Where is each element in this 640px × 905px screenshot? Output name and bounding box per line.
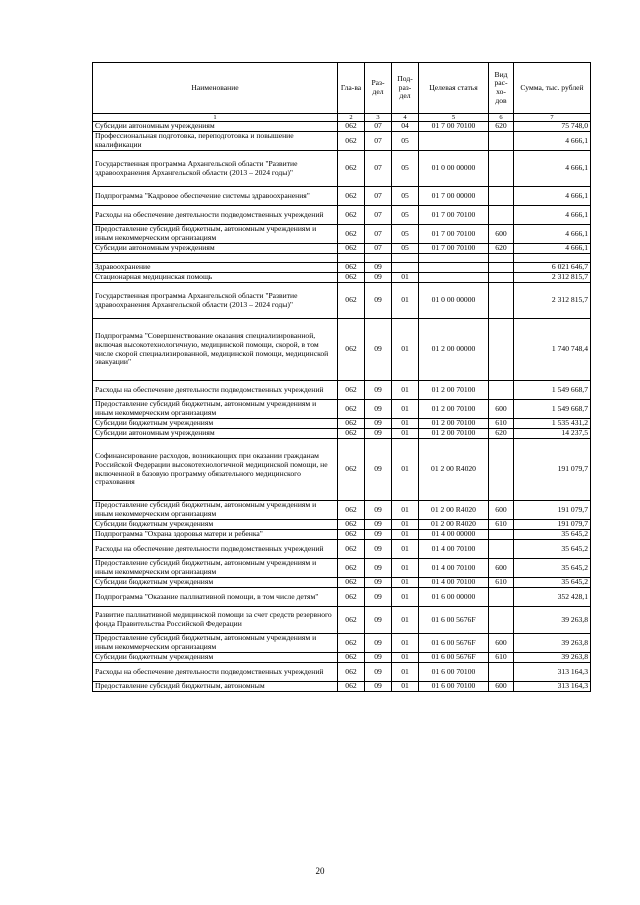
row-name: Расходы на обеспечение деятельности подведомственных учреждений xyxy=(93,381,338,400)
row-expense-type: 620 xyxy=(489,122,514,132)
row-name: Предоставление субсидий бюджетным, автономным учреждениям и иным некоммерческим организациям xyxy=(93,501,338,520)
row-subsection: 05 xyxy=(392,187,419,206)
row-name: Подпрограмма "Оказание паллиативной помощи, в том числе детям" xyxy=(93,588,338,607)
empty-cell xyxy=(514,254,591,263)
table-row xyxy=(93,439,591,501)
row-name: Софинансирование расходов, возникающих при оказании гражданам Российской Федерации высокотехнологичной медицинской помощи, не включенной в базовую программу обязательного медицинского страхования xyxy=(93,439,338,501)
row-target-article: 01 4 00 70100 xyxy=(419,578,489,588)
row-target-article: 01 0 00 00000 xyxy=(419,283,489,319)
table-row xyxy=(93,530,591,540)
row-target-article xyxy=(419,132,489,151)
table-row xyxy=(93,244,591,254)
table-row xyxy=(93,540,591,559)
row-subsection: 01 xyxy=(392,653,419,663)
row-amount: 2 312 815,7 xyxy=(514,283,591,319)
row-target-article: 01 7 00 00000 xyxy=(419,187,489,206)
row-target-article: 01 4 00 70100 xyxy=(419,559,489,578)
table-row xyxy=(93,225,591,244)
row-section: 07 xyxy=(365,151,392,187)
row-section: 09 xyxy=(365,400,392,419)
row-amount: 4 666,1 xyxy=(514,151,591,187)
row-chapter: 062 xyxy=(338,400,365,419)
row-subsection: 01 xyxy=(392,429,419,439)
row-section: 07 xyxy=(365,225,392,244)
row-expense-type: 610 xyxy=(489,520,514,530)
row-chapter: 062 xyxy=(338,540,365,559)
row-target-article: 01 7 00 70100 xyxy=(419,225,489,244)
row-expense-type xyxy=(489,151,514,187)
row-target-article: 01 7 00 70100 xyxy=(419,244,489,254)
empty-cell xyxy=(419,254,489,263)
row-chapter: 062 xyxy=(338,439,365,501)
row-chapter: 062 xyxy=(338,530,365,540)
empty-cell xyxy=(93,254,338,263)
header-subsection: Под-раз-дел xyxy=(392,63,419,114)
row-section: 07 xyxy=(365,187,392,206)
row-section: 09 xyxy=(365,653,392,663)
row-section: 09 xyxy=(365,588,392,607)
row-amount: 4 666,1 xyxy=(514,132,591,151)
row-amount: 4 666,1 xyxy=(514,206,591,225)
row-chapter: 062 xyxy=(338,419,365,429)
row-expense-type xyxy=(489,273,514,283)
row-target-article: 01 6 00 70100 xyxy=(419,682,489,692)
column-number: 1 xyxy=(93,114,338,122)
table-row xyxy=(93,559,591,578)
row-subsection: 05 xyxy=(392,206,419,225)
row-expense-type: 600 xyxy=(489,634,514,653)
row-subsection: 01 xyxy=(392,530,419,540)
row-target-article: 01 6 00 00000 xyxy=(419,588,489,607)
row-name: Субсидии бюджетным учреждениям xyxy=(93,520,338,530)
row-subsection: 05 xyxy=(392,132,419,151)
row-chapter: 062 xyxy=(338,634,365,653)
table-row xyxy=(93,122,591,132)
row-expense-type xyxy=(489,530,514,540)
row-subsection: 01 xyxy=(392,663,419,682)
row-section: 07 xyxy=(365,206,392,225)
empty-cell xyxy=(365,254,392,263)
row-subsection: 01 xyxy=(392,682,419,692)
row-name: Субсидии бюджетным учреждениям xyxy=(93,653,338,663)
row-subsection: 01 xyxy=(392,439,419,501)
table-body xyxy=(93,122,591,692)
row-subsection: 05 xyxy=(392,244,419,254)
column-number: 3 xyxy=(365,114,392,122)
row-expense-type: 600 xyxy=(489,501,514,520)
row-name: Предоставление субсидий бюджетным, автономным учреждениям и иным некоммерческим организациям xyxy=(93,559,338,578)
row-chapter: 062 xyxy=(338,381,365,400)
row-chapter: 062 xyxy=(338,122,365,132)
row-target-article: 01 2 00 70100 xyxy=(419,400,489,419)
row-expense-type xyxy=(489,283,514,319)
row-section: 09 xyxy=(365,559,392,578)
row-section: 07 xyxy=(365,244,392,254)
row-section: 09 xyxy=(365,540,392,559)
row-amount: 35 645,2 xyxy=(514,578,591,588)
row-section: 09 xyxy=(365,429,392,439)
row-expense-type: 600 xyxy=(489,225,514,244)
row-name: Предоставление субсидий бюджетным, автономным учреждениям и иным некоммерческим организациям xyxy=(93,400,338,419)
row-subsection: 01 xyxy=(392,634,419,653)
row-amount: 2 312 815,7 xyxy=(514,273,591,283)
row-subsection: 05 xyxy=(392,225,419,244)
row-target-article: 01 6 00 5676F xyxy=(419,607,489,634)
table-row xyxy=(93,381,591,400)
row-name: Подпрограмма "Совершенствование оказания специализированной, включая высокотехнологичную, медицинской помощи, скорой, в том числе скорой специализированной, медицинской помощи, медицинской эвакуации" xyxy=(93,319,338,381)
row-name: Подпрограмма "Кадровое обеспечение системы здравоохранения" xyxy=(93,187,338,206)
row-section: 09 xyxy=(365,283,392,319)
table-row xyxy=(93,151,591,187)
row-chapter: 062 xyxy=(338,244,365,254)
header-target-article: Целевая статья xyxy=(419,63,489,114)
row-target-article xyxy=(419,263,489,273)
row-name: Предоставление субсидий бюджетным, автономным xyxy=(93,682,338,692)
row-section: 09 xyxy=(365,419,392,429)
row-amount: 4 666,1 xyxy=(514,187,591,206)
header-chapter: Гла-ва xyxy=(338,63,365,114)
row-chapter: 062 xyxy=(338,588,365,607)
row-target-article: 01 2 00 R4020 xyxy=(419,439,489,501)
row-section: 09 xyxy=(365,530,392,540)
row-section: 09 xyxy=(365,439,392,501)
row-name: Подпрограмма "Охрана здоровья матери и ребенка" xyxy=(93,530,338,540)
row-chapter: 062 xyxy=(338,273,365,283)
row-amount: 75 748,0 xyxy=(514,122,591,132)
row-chapter: 062 xyxy=(338,187,365,206)
column-number: 7 xyxy=(514,114,591,122)
row-name: Профессиональная подготовка, переподготовка и повышение квалификации xyxy=(93,132,338,151)
row-subsection: 01 xyxy=(392,501,419,520)
row-chapter: 062 xyxy=(338,429,365,439)
row-target-article: 01 4 00 00000 xyxy=(419,530,489,540)
row-target-article: 01 7 00 70100 xyxy=(419,206,489,225)
row-subsection: 01 xyxy=(392,419,419,429)
row-expense-type: 610 xyxy=(489,578,514,588)
table-row xyxy=(93,263,591,273)
row-amount: 1 549 668,7 xyxy=(514,400,591,419)
row-subsection: 01 xyxy=(392,283,419,319)
table-row xyxy=(93,400,591,419)
row-chapter: 062 xyxy=(338,653,365,663)
budget-table xyxy=(92,62,591,692)
row-section: 07 xyxy=(365,132,392,151)
row-target-article: 01 6 00 70100 xyxy=(419,663,489,682)
row-name: Субсидии автономным учреждениям xyxy=(93,122,338,132)
table-row xyxy=(93,187,591,206)
row-section: 09 xyxy=(365,607,392,634)
row-target-article: 01 6 00 5676F xyxy=(419,634,489,653)
row-section: 09 xyxy=(365,319,392,381)
row-chapter: 062 xyxy=(338,578,365,588)
row-subsection: 01 xyxy=(392,607,419,634)
row-name: Субсидии автономным учреждениям xyxy=(93,429,338,439)
row-expense-type xyxy=(489,540,514,559)
table-row xyxy=(93,588,591,607)
row-expense-type: 620 xyxy=(489,244,514,254)
row-target-article: 01 2 00 70100 xyxy=(419,429,489,439)
table-row xyxy=(93,319,591,381)
row-chapter: 062 xyxy=(338,682,365,692)
row-name: Здравоохранение xyxy=(93,263,338,273)
row-amount: 191 079,7 xyxy=(514,439,591,501)
column-number: 6 xyxy=(489,114,514,122)
row-chapter: 062 xyxy=(338,663,365,682)
row-subsection: 05 xyxy=(392,151,419,187)
row-subsection: 01 xyxy=(392,381,419,400)
row-name: Развитие паллиативной медицинской помощи за счет средств резервного фонда Правительства Российской Федерации xyxy=(93,607,338,634)
row-amount: 35 645,2 xyxy=(514,540,591,559)
row-chapter: 062 xyxy=(338,520,365,530)
row-section: 09 xyxy=(365,263,392,273)
row-name: Расходы на обеспечение деятельности подведомственных учреждений xyxy=(93,540,338,559)
table-row xyxy=(93,682,591,692)
row-amount: 14 237,5 xyxy=(514,429,591,439)
row-target-article: 01 0 00 00000 xyxy=(419,151,489,187)
row-expense-type xyxy=(489,663,514,682)
table-row xyxy=(93,634,591,653)
row-chapter: 062 xyxy=(338,319,365,381)
row-expense-type xyxy=(489,206,514,225)
row-target-article: 01 2 00 70100 xyxy=(419,419,489,429)
table-row xyxy=(93,607,591,634)
row-amount: 191 079,7 xyxy=(514,520,591,530)
row-amount: 1 740 748,4 xyxy=(514,319,591,381)
row-name: Предоставление субсидий бюджетным, автономным учреждениям и иным некоммерческим организациям xyxy=(93,225,338,244)
row-amount: 191 079,7 xyxy=(514,501,591,520)
row-chapter: 062 xyxy=(338,263,365,273)
page-number: 20 xyxy=(315,866,325,876)
row-name: Предоставление субсидий бюджетным, автономным учреждениям и иным некоммерческим организациям xyxy=(93,634,338,653)
row-amount: 39 263,8 xyxy=(514,634,591,653)
row-subsection: 01 xyxy=(392,520,419,530)
row-section: 09 xyxy=(365,501,392,520)
row-chapter: 062 xyxy=(338,283,365,319)
row-expense-type: 600 xyxy=(489,682,514,692)
row-subsection: 01 xyxy=(392,559,419,578)
row-subsection: 01 xyxy=(392,540,419,559)
row-amount: 1 535 431,2 xyxy=(514,419,591,429)
row-chapter: 062 xyxy=(338,559,365,578)
row-amount: 313 164,3 xyxy=(514,682,591,692)
budget-table-container xyxy=(92,62,590,692)
row-subsection: 01 xyxy=(392,273,419,283)
table-row xyxy=(93,429,591,439)
table-row xyxy=(93,520,591,530)
table-row xyxy=(93,132,591,151)
row-expense-type xyxy=(489,588,514,607)
row-chapter: 062 xyxy=(338,225,365,244)
row-amount: 1 549 668,7 xyxy=(514,381,591,400)
row-section: 09 xyxy=(365,663,392,682)
row-name: Государственная программа Архангельской области "Развитие здравоохранения Архангельской области (2013 – 2024 годы)" xyxy=(93,283,338,319)
row-target-article xyxy=(419,273,489,283)
table-row xyxy=(93,653,591,663)
row-subsection: 01 xyxy=(392,578,419,588)
row-section: 09 xyxy=(365,682,392,692)
row-target-article: 01 4 00 70100 xyxy=(419,540,489,559)
header-section: Раз-дел xyxy=(365,63,392,114)
row-section: 09 xyxy=(365,578,392,588)
row-name: Стационарная медицинская помощь xyxy=(93,273,338,283)
row-target-article: 01 2 00 70100 xyxy=(419,381,489,400)
row-amount: 39 263,8 xyxy=(514,653,591,663)
row-subsection: 01 xyxy=(392,319,419,381)
row-name: Субсидии бюджетным учреждениям xyxy=(93,578,338,588)
row-chapter: 062 xyxy=(338,501,365,520)
row-amount: 4 666,1 xyxy=(514,244,591,254)
row-target-article: 01 2 00 R4020 xyxy=(419,520,489,530)
row-expense-type xyxy=(489,381,514,400)
empty-cell xyxy=(489,254,514,263)
row-subsection: 04 xyxy=(392,122,419,132)
row-subsection: 01 xyxy=(392,588,419,607)
row-name: Расходы на обеспечение деятельности подведомственных учреждений xyxy=(93,663,338,682)
row-subsection: 01 xyxy=(392,400,419,419)
row-section: 09 xyxy=(365,381,392,400)
row-name: Субсидии бюджетным учреждениям xyxy=(93,419,338,429)
row-subsection xyxy=(392,263,419,273)
row-expense-type: 610 xyxy=(489,419,514,429)
column-number: 2 xyxy=(338,114,365,122)
table-row xyxy=(93,273,591,283)
row-chapter: 062 xyxy=(338,206,365,225)
row-expense-type: 610 xyxy=(489,653,514,663)
table-row xyxy=(93,578,591,588)
row-chapter: 062 xyxy=(338,132,365,151)
header-amount: Сумма, тыс. рублей xyxy=(514,63,591,114)
table-row xyxy=(93,206,591,225)
header-name: Наименование xyxy=(93,63,338,114)
empty-cell xyxy=(338,254,365,263)
row-name: Субсидии автономным учреждениям xyxy=(93,244,338,254)
row-expense-type xyxy=(489,439,514,501)
spacer-row xyxy=(93,254,591,263)
table-row xyxy=(93,663,591,682)
row-section: 09 xyxy=(365,273,392,283)
row-amount: 6 021 646,7 xyxy=(514,263,591,273)
row-target-article: 01 2 00 R4020 xyxy=(419,501,489,520)
row-amount: 352 428,1 xyxy=(514,588,591,607)
row-expense-type xyxy=(489,132,514,151)
column-number: 4 xyxy=(392,114,419,122)
row-expense-type xyxy=(489,263,514,273)
row-expense-type xyxy=(489,607,514,634)
header-expense-type: Вид рас-хо-дов xyxy=(489,63,514,114)
empty-cell xyxy=(392,254,419,263)
row-amount: 4 666,1 xyxy=(514,225,591,244)
row-expense-type: 600 xyxy=(489,400,514,419)
row-chapter: 062 xyxy=(338,151,365,187)
table-row xyxy=(93,283,591,319)
row-target-article: 01 6 00 5676F xyxy=(419,653,489,663)
table-row xyxy=(93,419,591,429)
row-target-article: 01 7 00 70100 xyxy=(419,122,489,132)
column-number: 5 xyxy=(419,114,489,122)
row-expense-type xyxy=(489,187,514,206)
row-amount: 35 645,2 xyxy=(514,559,591,578)
row-chapter: 062 xyxy=(338,607,365,634)
row-amount: 313 164,3 xyxy=(514,663,591,682)
row-amount: 39 263,8 xyxy=(514,607,591,634)
row-expense-type xyxy=(489,319,514,381)
table-row xyxy=(93,501,591,520)
row-expense-type: 620 xyxy=(489,429,514,439)
table-header-row xyxy=(93,63,591,114)
row-target-article: 01 2 00 00000 xyxy=(419,319,489,381)
row-section: 09 xyxy=(365,634,392,653)
row-name: Государственная программа Архангельской области "Развитие здравоохранения Архангельской области (2013 – 2024 годы)" xyxy=(93,151,338,187)
row-expense-type: 600 xyxy=(489,559,514,578)
row-amount: 35 645,2 xyxy=(514,530,591,540)
row-name: Расходы на обеспечение деятельности подведомственных учреждений xyxy=(93,206,338,225)
row-section: 09 xyxy=(365,520,392,530)
row-section: 07 xyxy=(365,122,392,132)
